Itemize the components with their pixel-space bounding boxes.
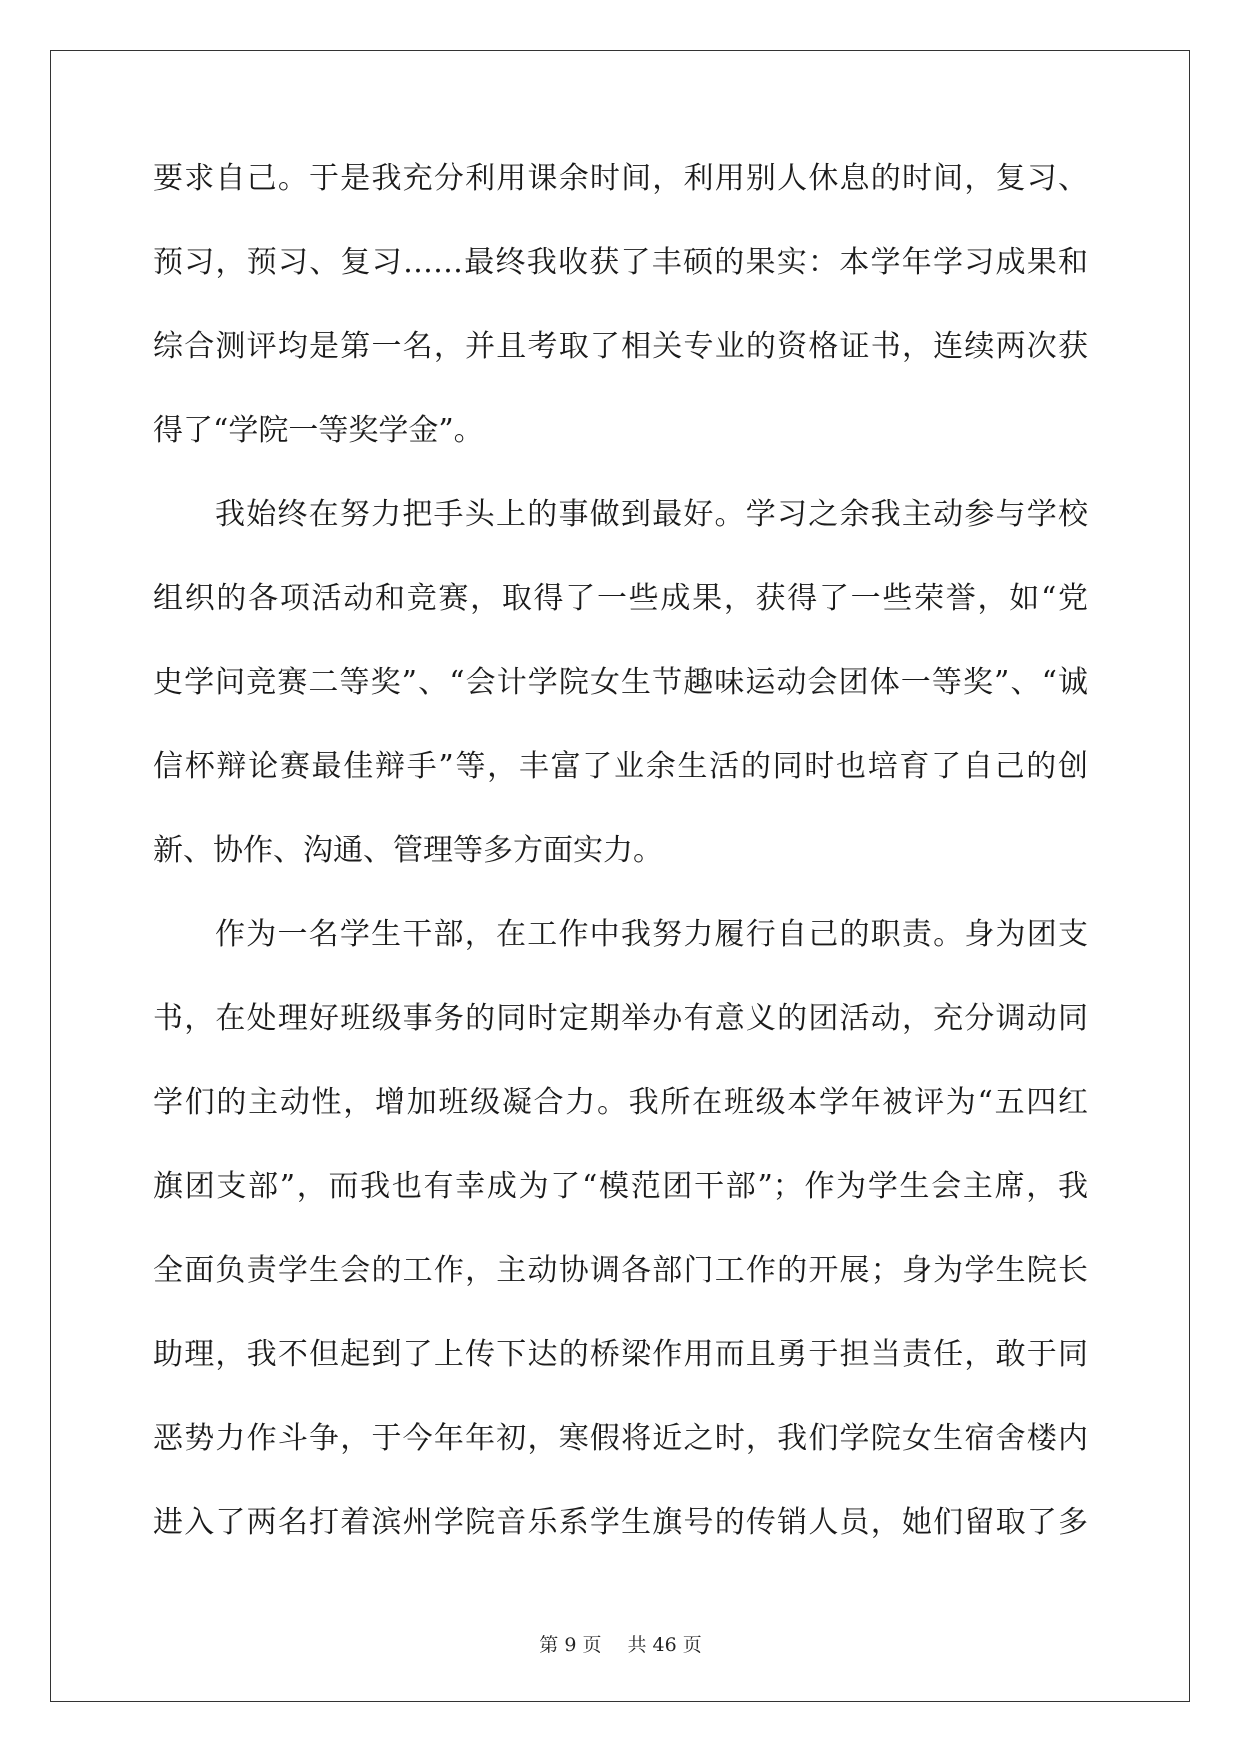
text-line: 全面负责学生会的工作，主动协调各部门工作的开展；身为学生院长	[153, 1253, 1088, 1288]
text-line: 预习，预习、复习……最终我收获了丰硕的果实：本学年学习成果和	[153, 245, 1088, 280]
document-body	[153, 158, 1088, 1586]
page-total: 共 46 页	[627, 1634, 702, 1656]
text-line: 书，在处理好班级事务的同时定期举办有意义的团活动，充分调动同	[153, 1001, 1088, 1036]
text-line: 助理，我不但起到了上传下达的桥梁作用而且勇于担当责任，敢于同	[153, 1337, 1088, 1372]
text-line: 信杯辩论赛最佳辩手”等，丰富了业余生活的同时也培育了自己的创	[153, 749, 1088, 784]
text-line: 综合测评均是第一名，并且考取了相关专业的资格证书，连续两次获	[153, 329, 1088, 364]
page-number: 第 9 页	[539, 1634, 602, 1656]
text-line: 史学问竞赛二等奖”、“会计学院女生节趣味运动会团体一等奖”、“诚	[153, 665, 1088, 700]
paragraph-start-line: 我始终在努力把手头上的事做到最好。学习之余我主动参与学校	[215, 497, 1088, 532]
text-line: 进入了两名打着滨州学院音乐系学生旗号的传销人员，她们留取了多	[153, 1505, 1088, 1540]
text-line: 旗团支部”，而我也有幸成为了“模范团干部”；作为学生会主席，我	[153, 1169, 1088, 1204]
text-line: 恶势力作斗争，于今年年初，寒假将近之时，我们学院女生宿舍楼内	[153, 1421, 1088, 1456]
text-line: 要求自己。于是我充分利用课余时间，利用别人休息的时间，复习、	[153, 161, 1088, 196]
text-line: 新、协作、沟通、管理等多方面实力。	[153, 833, 663, 868]
paragraph-start-line: 作为一名学生干部，在工作中我努力履行自己的职责。身为团支	[215, 917, 1088, 952]
page-footer	[0, 1630, 1241, 1657]
text-line: 得了“学院一等奖学金”。	[153, 413, 484, 448]
text-line: 组织的各项活动和竞赛，取得了一些成果，获得了一些荣誉，如“党	[153, 581, 1088, 616]
text-line: 学们的主动性，增加班级凝合力。我所在班级本学年被评为“五四红	[153, 1085, 1088, 1120]
